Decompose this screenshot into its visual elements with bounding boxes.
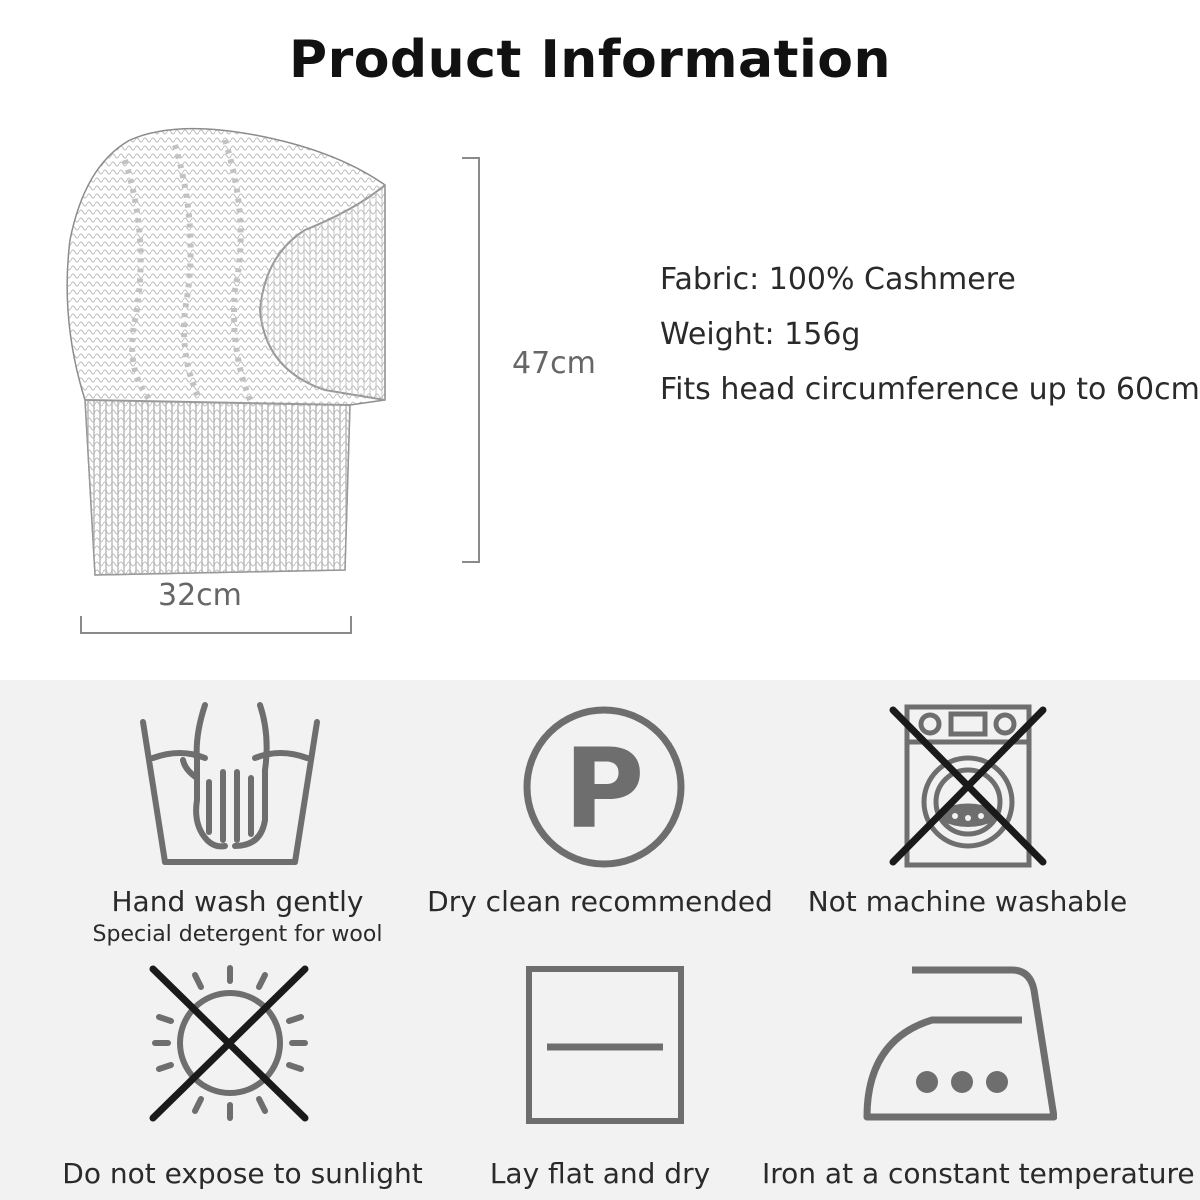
hand-wash-sublabel: Special detergent for wool <box>92 922 383 947</box>
height-dimension-label: 47cm <box>512 346 596 381</box>
no-sunlight-icon <box>145 963 315 1123</box>
iron-icon <box>862 965 1057 1125</box>
hand-wash-icon <box>135 700 325 870</box>
iron-label: Iron at a constant temperature <box>762 1157 1195 1190</box>
width-dimension-cap-left <box>80 616 82 634</box>
width-dimension-label: 32cm <box>158 578 242 613</box>
width-dimension-line <box>80 632 352 634</box>
svg-text:P: P <box>563 725 645 853</box>
height-dimension-line <box>478 157 480 563</box>
spec-fabric: Fabric: 100% Cashmere <box>660 262 1016 297</box>
height-dimension-cap-top <box>462 157 480 159</box>
balaclava-hat-image <box>55 120 405 590</box>
no-sunlight-label: Do not expose to sunlight <box>62 1157 423 1190</box>
hand-wash-label: Hand wash gently <box>111 885 364 918</box>
spec-fit: Fits head circumference up to 60cm <box>660 372 1200 407</box>
width-dimension-cap-right <box>350 616 352 634</box>
flat-dry-icon <box>525 965 685 1125</box>
no-machine-wash-icon <box>885 702 1050 870</box>
height-dimension-cap-bottom <box>462 561 480 563</box>
no-machine-wash-label: Not machine washable <box>807 885 1128 918</box>
dry-clean-icon <box>520 703 688 871</box>
flat-dry-label: Lay flat and dry <box>489 1157 711 1190</box>
page-title: Product Information <box>288 30 892 90</box>
dry-clean-label: Dry clean recommended <box>427 885 773 918</box>
spec-weight: Weight: 156g <box>660 317 861 352</box>
